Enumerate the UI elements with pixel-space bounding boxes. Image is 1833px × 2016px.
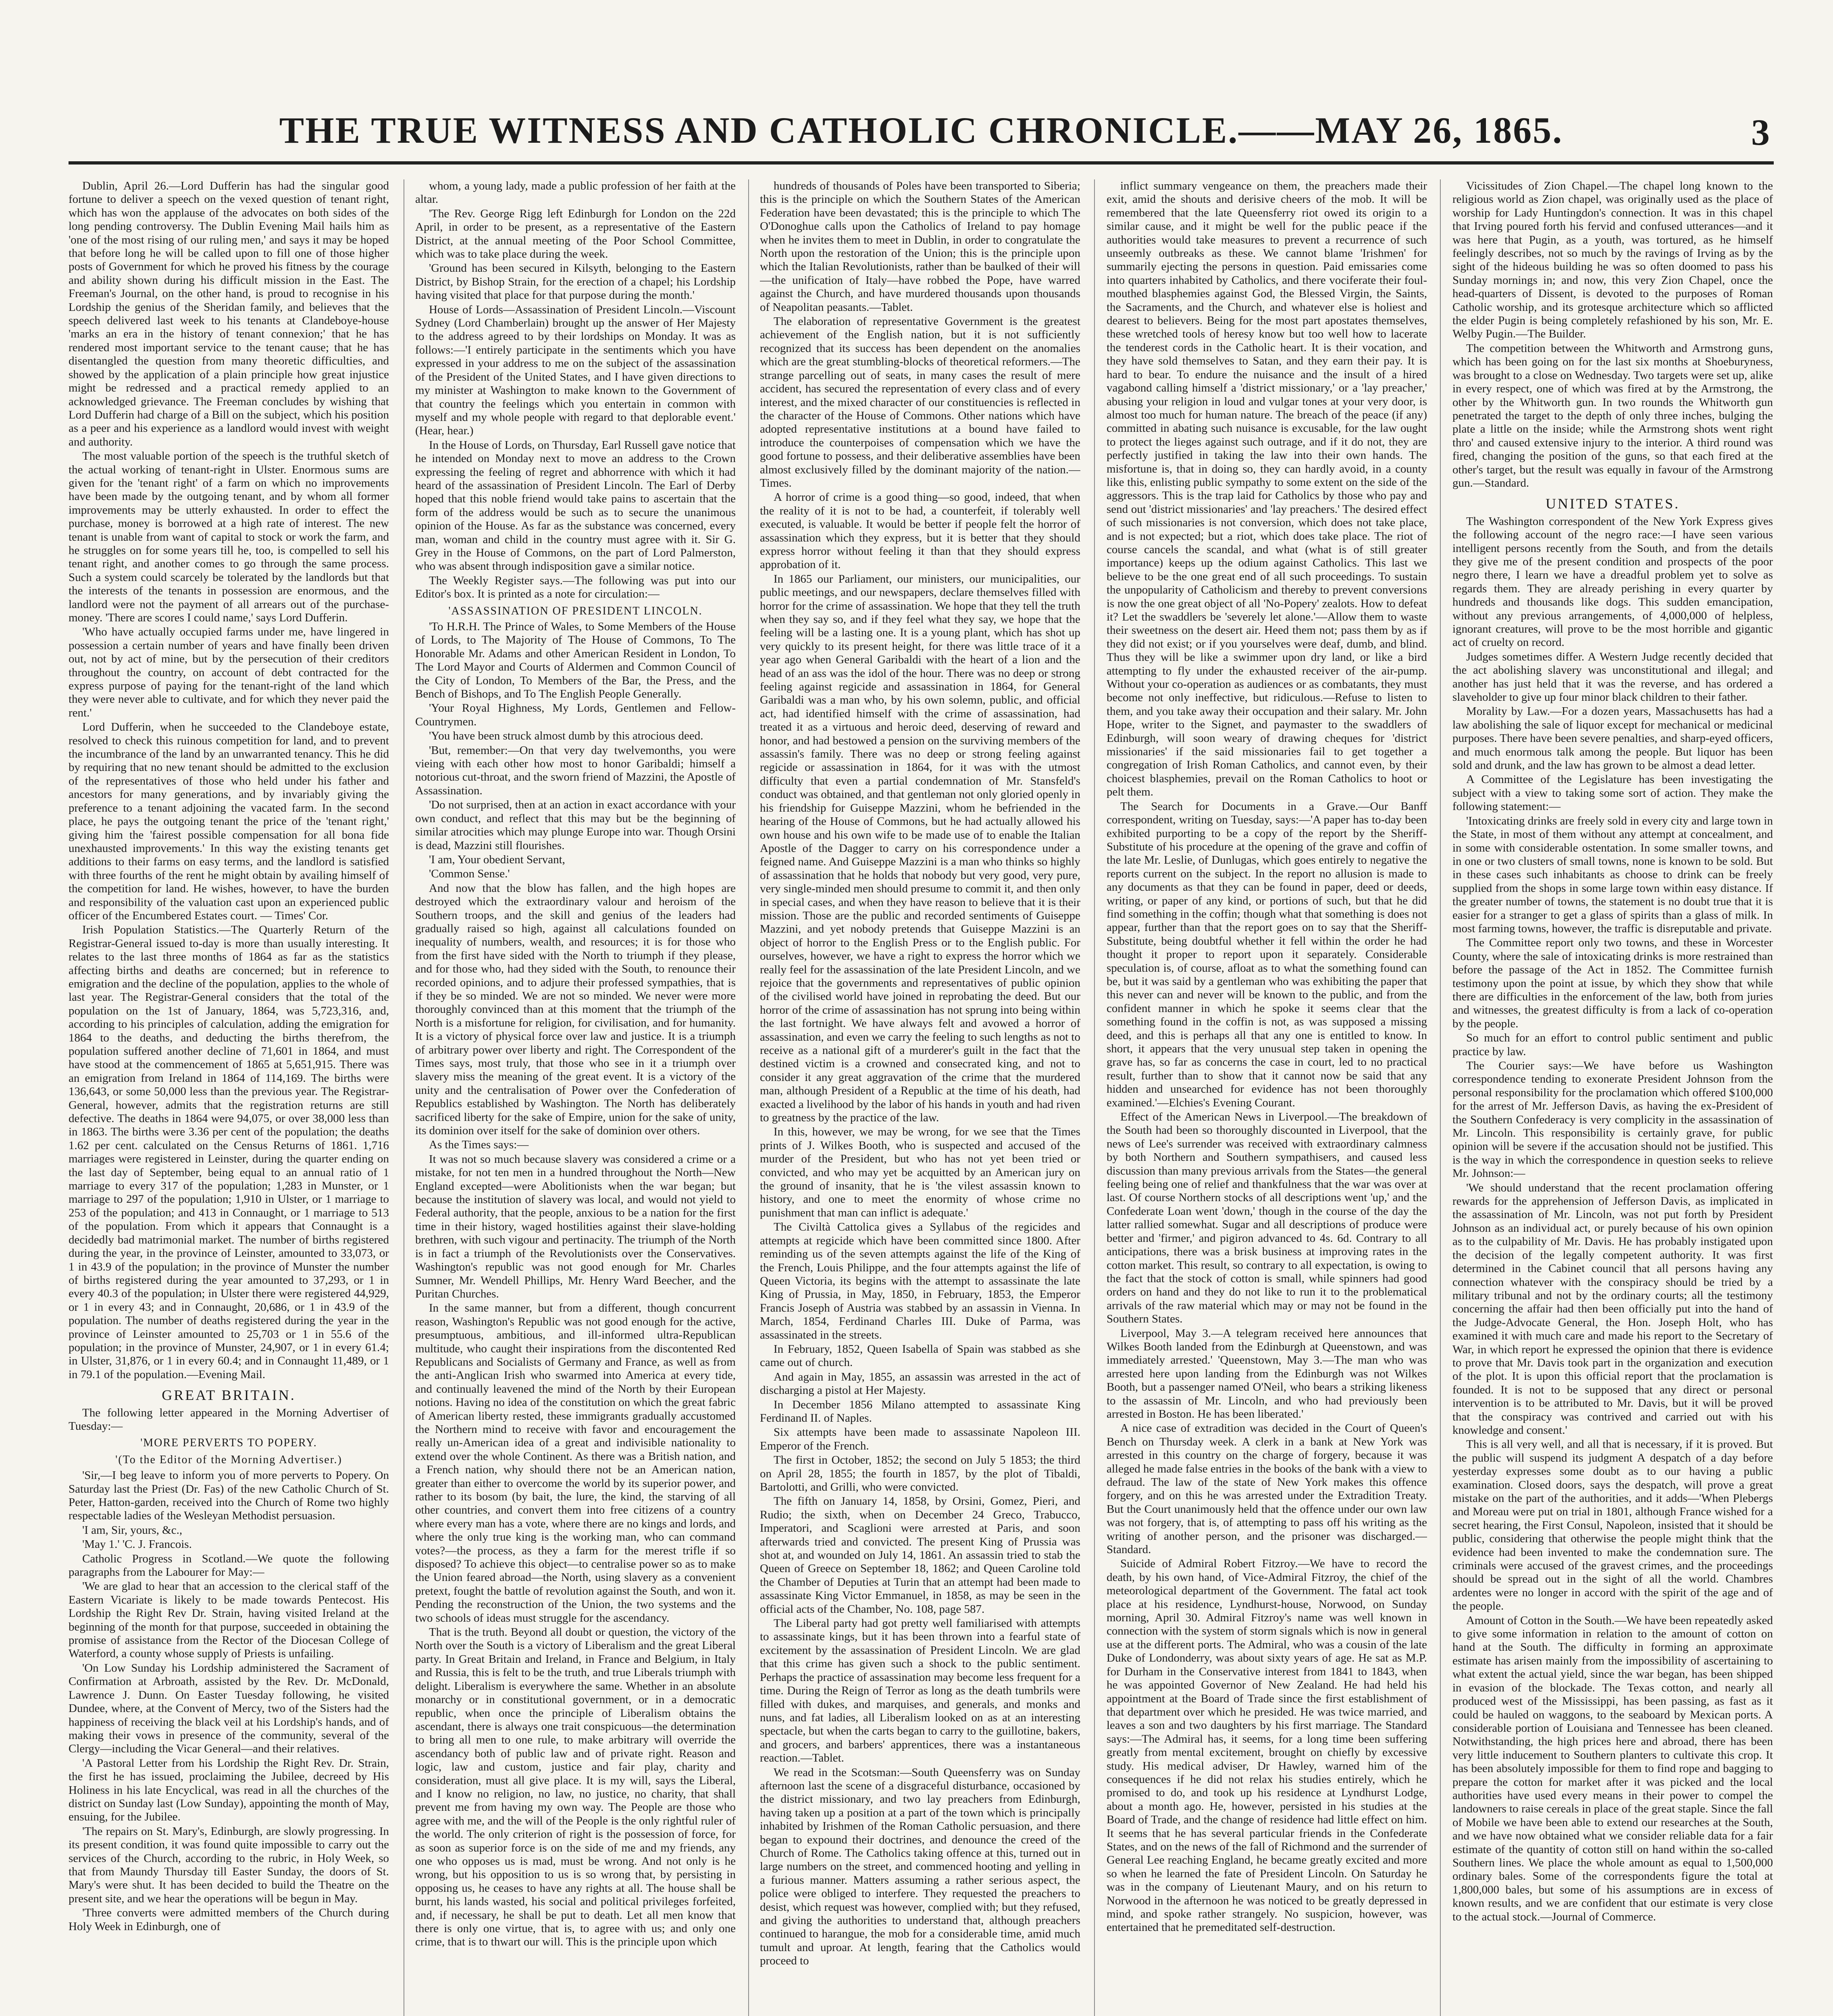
article-paragraph: whom, a young lady, made a public profession of her faith at the altar. xyxy=(415,179,736,206)
article-paragraph: Irish Population Statistics.—The Quarterly Return of the Registrar-General issued to-day is more than usually interesting. It relates to the last three months of 1864 as far as the statistics affecting births and deaths are concerned; but in reference to emigration and the decline of the population, applies to the whole of last year. The Registrar-General considers that the total of the population on the 1st of January, 1864, was 5,723,316, and, according to his principles of calculation, adding the emigration for 1864 to the deaths, and deducting the births therefrom, the population suffered another decline of 71,601 in 1864, and must have stood at the commencement of 1865 at 5,651,915. There was an emigration from Ireland in 1864 of 114,169. The births were 136,643, or some 50,000 less than the previous year. The Registrar-General, however, admits that the registration returns are still defective. The deaths in 1864 were 94,075, or over 38,000 less than in 1863. The births were 3.36 per cent of the population; the deaths 1.62 per cent. calculated on the Census Returns of 1861. 1,716 marriages were registered in Leinster, during the quarter ending on the last day of September, being equal to an annual ratio of 1 marriage to every 317 of the population; 1,283 in Munster, or 1 marriage to 297 of the population; 1,910 in Ulster, or 1 marriage to 253 of the population; and 413 in Connaught, or 1 marriage to 513 of the population. From which it appears that Connaught is a decidedly bad matrimonial market. The number of births registered during the year, in the province of Leinster, amounted to 33,073, or 1 in 43.9 of the population; in the province of Munster the number of births registered during the year amounted to 37,293, or 1 in every 40.3 of the population; in Ulster there were registered 44,929, or 1 in every 43; and in Connaught, 20,686, or 1 in 43.9 of the population. The number of deaths registered during the year in the province of Leinster amounted to 25,703 or 1 in 55.6 of the population; in the province of Munster, 24,907, or 1 in every 61.4; in Ulster, 31,876, or 1 in every 60.4; and in Connaught 11,489, or 1 in 79.1 of the population.—Evening Mail. xyxy=(69,923,389,1381)
article-paragraph: 'We are glad to hear that an accession to the clerical staff of the Eastern Vicariate is likely to be made towards Pentecost. His Lordship the Right Rev Dr. Strain, having visited Ireland at the beginning of the month for that purpose, succeeded in obtaining the promise of assistance from the Rector of the Diocesan College of Waterford, a county whose supply of Priests is unfailing. xyxy=(69,1580,389,1660)
article-paragraph: In the same manner, but from a different, though concurrent reason, Washington's Republic was not good enough for the active, presumptuous, ambitious, and ill-informed ultra-Republican multitude, who caught their inspirations from the discontented Red Republicans and Socialists of Germany and France, as well as from the anti-Anglican Irish who swarmed into America at every tide, and continually leavened the mind of the North by their European notions. Having no idea of the constitution on which the great fabric of American liberty rested, these immigrants gradually accustomed the Northern mind to receive with favor and encouragement the really un-American idea of a great and indivisible nationality to extend over the whole Continent. As there was a British nation, and a French nation, why should there not be an American nation, greater than either to overcome the world by its superior power, and rather to its bosom (by bait, the lure, the kind, the starving of all other countries, and convert them into free citizens of a country where every man has a vote, where there are no kings and lords, and where the only true king is the working man, who can command votes?—the process, as they a farm for the merest trifle if so disposed? To achieve this object—to centralise power so as to make the Union feared abroad—the North, using slavery as a convenient pretext, fought the battle of revolution against the South, and won it. Pending the reconstruction of the Union, the two systems and the two schools of ideas must struggle for the ascendancy. xyxy=(415,1302,736,1624)
masthead-title: THE TRUE WITNESS AND CATHOLIC CHRONICLE.——MAY 26, 1865. xyxy=(279,110,1563,151)
article-paragraph: So much for an effort to control public sentiment and public practice by law. xyxy=(1452,1031,1773,1058)
page-number: 3 xyxy=(1751,112,1770,153)
column-2 xyxy=(415,179,736,2016)
article-paragraph: Suicide of Admiral Robert Fitzroy.—We have to record the death, by his own hand, of Vice-Admiral Fitzroy, the chief of the meteorological department of the Government. The fatal act took place at his residence, Lyndhurst-house, Norwood, on Sunday morning, April 30. Admiral Fitzroy's name was well known in connection with the system of storm signals which is now in general use at the different ports. The Admiral, who was a cousin of the late Duke of Londonderry, was about sixty years of age. He sat as M.P. for Durham in the Conservative interest from 1841 to 1843, when he was appointed Governor of New Zealand. He had held his appointment at the Board of Trade since the first establishment of that department over which he presided. He was twice married, and leaves a son and two daughters by his first marriage. The Standard says:—The Admiral has, it seems, for a long time been suffering greatly from mental excitement, brought on chiefly by excessive study. His medical adviser, Dr Hawley, warned him of the consequences if he did not relax his studies entirely, which he promised to do, and took up his residence at Lyndhurst Lodge, about a month ago. He, however, persisted in his studies at the Board of Trade, and the change of residence had little effect on him. It seems that he has several particular friends in the Confederate States, and on the news of the fall of Richmond and the surrender of General Lee reaching England, he became greatly excited and more so when he learned the fate of President Lincoln. On Saturday he was in the company of Lieutenant Maury, and on his return to Norwood in the afternoon he was noticed to be greatly depressed in mind, and spoke rather strangely. No suspicion, however, was entertained that he premeditated self-destruction. xyxy=(1107,1557,1427,1934)
article-paragraph: The fifth on January 14, 1858, by Orsini, Gomez, Pieri, and Rudio; the sixth, when on December 24 Greco, Trabucco, Imperatori, and Scaglioni were arrested at Paris, and soon afterwards tried and convicted. The present King of Prussia was shot at, and wounded on July 14, 1861. An assassin tried to stab the Queen of Greece on September 18, 1862; and Queen Caroline told the Chamber of Deputies at Turin that an attempt had been made to assassinate King Victor Emmanuel, in 1858, as may be seen in the official acts of the Chamber, No. 108, page 587. xyxy=(760,1495,1080,1616)
masthead-bar xyxy=(69,101,1774,165)
article-paragraph: In February, 1852, Queen Isabella of Spain was stabbed as she came out of church. xyxy=(760,1342,1080,1369)
article-paragraph: In this, however, we may be wrong, for we see that the Times prints of J. Wilkes Booth, who is suspected and accused of the murder of the President, but who has not yet been tried or convicted, and who may yet be acquitted by an American jury on the ground of insanity, that he is 'the vilest assassin known to history, and one to meet the enormity of whose crime no punishment that man can inflict is adequate.' xyxy=(760,1125,1080,1219)
article-paragraph: A Committee of the Legislature has been investigating the subject with a view to taking some sort of action. They make the following statement:— xyxy=(1452,773,1773,813)
column-1 xyxy=(69,179,389,2016)
article-paragraph: Judges sometimes differ. A Western Judge recently decided that the act abolishing slavery was unconstitutional and illegal; and another has just held that it was the reverse, and has ordered a slaveholder to give up four minor black children to their father. xyxy=(1452,650,1773,704)
article-paragraph: 'Ground has been secured in Kilsyth, belonging to the Eastern District, by Bishop Strain, for the erection of a chapel; his Lordship having visited that place for that purpose during the month.' xyxy=(415,262,736,302)
article-paragraph: 'Common Sense.' xyxy=(429,867,510,881)
column-divider xyxy=(1440,179,1441,2016)
article-paragraph: We read in the Scotsman:—South Queensferry was on Sunday afternoon last the scene of a disgraceful disturbance, occasioned by the district missionary, and two lay preachers from Edinburgh, having taken up a position at a part of the town which is principally inhabited by Irishmen of the Roman Catholic persuasion, and there began to expound their doctrines, and denounce the creed of the Church of Rome. The Catholics taking offence at this, turned out in large numbers on the street, and commenced hooting and yelling in a furious manner. Matters assuming a rather serious aspect, the police were obliged to interfere. They requested the preachers to desist, which request was however, complied with; but they refused, and giving the authorities to understand that, although preachers continued to harangue, the mob for a considerable time, amid much tumult and uproar. At length, fearing that the Catholics would proceed to xyxy=(760,1766,1080,1968)
article-paragraph: The Washington correspondent of the New York Express gives the following account of the negro race:—I have seen various intelligent persons recently from the South, and from the details they give me of the present condition and prospects of the poor negro there, I learn we have a dreadful problem yet to solve as regards them. They are already perishing in every quarter by hundreds and thousands like dogs. This sudden emancipation, without any previous arrangements, of 4,000,000 of helpless, ignorant creatures, will prove to be the most horrible and gigantic act of cruelty on record. xyxy=(1452,514,1773,649)
article-paragraph: 'To H.R.H. The Prince of Wales, to Some Members of the House of Lords, to The Majority of The House of Commons, To The Honorable Mr. Adams and other American Resident in London, To The Lord Mayor and Courts of Aldermen and Common Council of the City of London, To Members of the Bar, the Press, and the Bench of Bishops, and To The English People Generally. xyxy=(415,620,736,701)
article-paragraph: Morality by Law.—For a dozen years, Massachusetts has had a law abolishing the sale of liquor except for mechanical or medicinal purposes. There have been severe penalties, and sharp-eyed officers, and much enormous talk among the people. But liquor has been sold and drunk, and the law has grown to be almost a dead letter. xyxy=(1452,705,1773,772)
article-paragraph: 'A Pastoral Letter from his Lordship the Right Rev. Dr. Strain, the first he has issued, proclaiming the Jubilee, decreed by His Holiness in his late Encyclical, was read in all the churches of the district on Sunday last (Low Sunday), appointing the month of May, ensuing, for the Jubilee. xyxy=(69,1756,389,1824)
article-paragraph: The first in October, 1852; the second on July 5 1853; the third on April 28, 1855; the fourth in 1857, by the plot of Tibaldi, Bartolotti, and Grilli, who were convicted. xyxy=(760,1454,1080,1493)
article-paragraph: The Search for Documents in a Grave.—Our Banff correspondent, writing on Tuesday, says:—'A paper has to-day been exhibited purporting to be a copy of the report by the Sheriff-Substitute of his procedure at the opening of the grave and coffin of the late Mr. Leslie, of Dunlugas, which goes entirely to negative the reports current on the subject. In the report no allusion is made to any documents as that they can be found in paper, deed or deeds, writing, or paper of any kind, or portions of such, but that he did find something in the coffin; though what that something is does not appear, further than that the report goes on to say that the Sheriff-Substitute, being doubtful whether it fell within the order he had thought it proper to report upon it separately. Considerable speculation is, of course, afloat as to what the something found can be, but it was said by a gentleman who was exhibiting the paper that this never can and never will be known to the public, and from the confident manner in which he spoke it seems clear that the something found in the coffin is not, as was supposed a missing deed, and this is perhaps all that any one is entitled to know. In short, it appears that the very unusual step taken in opening the grave has, so far as concerns the case in court, led to no practical result, further than to show that it cannot now be said that any hidden and unsearched for evidence has not been thoroughly examined.'—Elchies's Evening Courant. xyxy=(1107,800,1427,1109)
article-paragraph: 'Sir,—I beg leave to inform you of more perverts to Popery. On Saturday last the Priest (Dr. Fas) of the new Catholic Church of St. Peter, Hatton-garden, received into the Church of Rome two highly respectable ladies of the Wesleyan Methodist persuasion. xyxy=(69,1469,389,1522)
sub-heading: 'MORE PERVERTS TO POPERY. xyxy=(140,1437,317,1450)
article-paragraph: 'But, remember:—On that very day twelvemonths, you were vieing with each other how most to honor Garibaldi; himself a notorious cut-throat, and the sworn friend of Mazzini, the Apostle of Assassination. xyxy=(415,744,736,797)
article-paragraph: A nice case of extradition was decided in the Court of Queen's Bench on Thursday week. A clerk in a bank at New York was arrested in this country on the charge of forgery, because it was alleged he made false entries in the books of the bank with a view to defraud. The law of the state of New York makes this offence forgery, and on this he was arrested under the Extradition Treaty. But the Court unanimously held that the offence under our own law was not forgery, that is, of attempting to pass off his writing as the writing of another person, and the prisoner was discharged.—Standard. xyxy=(1107,1422,1427,1556)
article-paragraph: In December 1856 Milano attempted to assassinate King Ferdinand II. of Naples. xyxy=(760,1398,1080,1425)
sub-heading: '(To the Editor of the Morning Advertiser.) xyxy=(115,1453,342,1466)
article-paragraph: As the Times says:— xyxy=(429,1138,529,1152)
article-paragraph: 'We should understand that the recent proclamation offering rewards for the apprehension of Jefferson Davis, as implicated in the assassination of Mr. Lincoln, was not put forth by President Johnson as an individual act, or purely because of his own opinion as to the culpability of Mr. Davis. He has probably instigated upon the decision of the legally competent authority. It was first determined in the Cabinet council that all persons having any connection whatever with the conspiracy should be tried by a military tribunal and not by the ordinary courts; all the testimony concerning the affair had then been officially put into the hand of the Judge-Advocate General, the Hon. Joseph Holt, who has examined it with much care and made his report to the Secretary of War, in which report he expressed the opinion that there is evidence to prove that Mr. Davis took part in the organization and execution of the plot. It is upon this official report that the proclamation is founded. It is not to be supposed that any direct or personal intervention is to be attributed to Mr. Davis, but it will be proved that the conspiracy was contrived and carried out with his knowledge and consent.' xyxy=(1452,1181,1773,1437)
article-paragraph: Liverpool, May 3.—A telegram received here announces that Wilkes Booth landed from the Edinburgh at Queenstown, and was immediately arrested.' 'Queenstown, May 3.—The man who was arrested here upon landing from the Edinburgh was not Wilkes Booth, but a passenger named O'Neil, who bears a striking likeness to the assassin of Mr. Lincoln, and who had previously been arrested in Boston. He has been liberated.' xyxy=(1107,1327,1427,1420)
article-paragraph: hundreds of thousands of Poles have been transported to Siberia; this is the principle on which the Southern States of the American Federation have been devastated; this is the principle to which The O'Donoghue calls upon the Catholics of Ireland to pay homage when he invites them to meet in Dublin, in order to congratulate the North upon the restoration of the Union; this is the principle upon which the Italian Revolutionists, rather than be baulked of their will—the unification of Italy—have robbed the Pope, have warred against the Church, and have murdered thousands upon thousands of Neapolitan peasants.—Tablet. xyxy=(760,179,1080,314)
sub-heading: 'ASSASSINATION OF PRESIDENT LINCOLN. xyxy=(448,604,703,617)
article-paragraph: Effect of the American News in Liverpool.—The breakdown of the South had been so thoroughly discounted in Liverpool, that the news of Lee's surrender was received with extraordinary calmness by both Northern and Southern sympathisers, and caused less discussion than many previous arrivals from the States—the general feeling being one of relief and thankfulness that the war was over at last. Of course Northern stocks of all descriptions went 'up,' and the Confederate Loan went 'down,' though in the course of the day the latter rallied somewhat. Sugar and all descriptions of produce were better and 'firmer,' and pigiron advanced to 4s. 6d. Contrary to all anticipations, there was a brisk business at improving rates in the cotton market. This result, so contrary to all expectation, is owing to the fact that the stock of cotton is small, while spinners had good orders on hand and they do not like to run it to the problematical arrivals of the raw material which may or may not be found in the Southern States. xyxy=(1107,1110,1427,1326)
article-paragraph: The Courier says:—We have before us Washington correspondence tending to exonerate President Johnson from the personal responsibility for the proclamation which offered $100,000 for the arrest of Mr. Jefferson Davis, as having the ex-President of the Southern Confederacy is very complicity in the assassination of Mr. Lincoln. This responsibility is certainly grave, for public opinion will be severe if the accusation should not be justified. This is the way in which the correspondence in question seeks to relieve Mr. Johnson:— xyxy=(1452,1059,1773,1180)
article-paragraph: Vicissitudes of Zion Chapel.—The chapel long known to the religious world as Zion chapel, was originally used as the place of worship for Lady Huntingdon's connection. It was in this chapel that Irving poured forth his fervid and confused utterances—and it was here that Pugin, as a youth, was tortured, as he himself feelingly describes, not so much by the ravings of Irving as by the sight of the hideous building he was so often doomed to pass his Sunday mornings in; and now, this very Zion Chapel, once the head-quarters of Dissent, is devoted to the purposes of Roman Catholic worship, and its grotesque architecture which so afflicted the elder Pugin is being completely refashioned by his son, Mr. E. Welby Pugin.—The Builder. xyxy=(1452,179,1773,341)
article-paragraph: It was not so much because slavery was considered a crime or a mistake, for not ten men in a hundred throughout the North—New England excepted—were Abolitionists when the war began; but because the institution of slavery was local, and would not yield to Federal authority, that the people, anxious to be a nation for the first time in their history, waged hostilities against their slave-holding brethren, with such vigour and pertinacity. The triumph of the North is in fact a triumph of the Revolutionists over the Conservatives. Washington's republic was not good enough for Mr. Charles Sumner, Mr. Wendell Phillips, Mr. Henry Ward Beecher, and the Puritan Churches. xyxy=(415,1152,736,1300)
article-paragraph: This is all very well, and all that is necessary, if it is proved. But the public will suspend its judgment A despatch of a day before yesterday expresses some doubt as to our having a public examination. Closed doors, says the despatch, will prove a great mistake on the part of the authorities, and it adds—'When Plebergs and Moreau were put on trial in 1801, although France wished for a secret hearing, the First Consul, Napoleon, insisted that it should be public, considering that otherwise the people might think that the evidence had been invented to make the condemnation sure. The criminals were accused of the gravest crimes, and the proceedings should be spread out in the sight of all the world. Chambres ardentes were no longer in accord with the spirit of the age and of the people. xyxy=(1452,1438,1773,1613)
article-paragraph: The following letter appeared in the Morning Advertiser of Tuesday:— xyxy=(69,1406,389,1433)
article-paragraph: 'The Rev. George Rigg left Edinburgh for London on the 22d April, in order to be present, as a representative of the Eastern District, at the annual meeting of the Poor School Committee, which was to take place during the week. xyxy=(415,207,736,261)
article-paragraph: And now that the blow has fallen, and the high hopes are destroyed which the extraordinary valour and heroism of the Southern troops, and the skill and genius of the leaders had gradually raised so high, against all calculations founded on inequality of numbers, wealth, and resources; it is for those who from the first have sided with the North to triumph if they please, and for those who, had they sided with the South, to renounce their recorded opinions, and to adjure their professed sympathies, that is if they be so minded. We are not so minded. We never were more thoroughly convinced than at this moment that the triumph of the North is a misfortune for religion, for civilisation, and for humanity. It is a victory of physical force over law and justice. It is a triumph of arbitrary power over liberty and right. The Correspondent of the Times says, most truly, that those who see in it a triumph over slavery miss the meaning of the great event. It is a victory of the unity and the centralisation of Power over the Confederation of Republics established by Washington. The North has deliberately sacrificed liberty for the sake of Empire, union for the sake of unity, its dominion over itself for the sake of dominion over others. xyxy=(415,881,736,1137)
article-paragraph: Amount of Cotton in the South.—We have been repeatedly asked to give some information in relation to the amount of cotton on hand at the South. The difficulty in forming an approximate estimate has arisen mainly from the impossibility of ascertaining to what extent the actual yield, since the war began, has been shipped in evasion of the blockade. The Texas cotton, and nearly all produced west of the Mississippi, has been passing, as fast as it could be hauled on waggons, to the seaboard by Mexican ports. A considerable portion of Louisiana and Tennessee has been cleaned. Notwithstanding, the high prices here and abroad, there has been very little inducement to Southern planters to cultivate this crop. It has been absolutely impossible for them to find rope and bagging to prepare the cotton for market after it was picked and the local authorities have used every means in their power to compel the landowners to raise cereals in place of the great staple. Since the fall of Mobile we have been able to extend our researches at the South, and we have now obtained what we consider reliable data for a fair estimate of the quantity of cotton still on hand within the so-called Southern lines. We place the whole amount as equal to 1,500,000 ordinary bales. Some of the correspondents figure the total at 1,800,000 bales, but some of his assumptions are in excess of known results, and we are confident that our estimate is very close to the actual stock.—Journal of Commerce. xyxy=(1452,1614,1773,1923)
column-3 xyxy=(760,179,1080,2016)
article-paragraph: Six attempts have been made to assassinate Napoleon III. Emperor of the French. xyxy=(760,1426,1080,1452)
column-divider xyxy=(748,179,749,2016)
article-paragraph: The elaboration of representative Government is the greatest achievement of the English nation, but it is not sufficiently recognized that its success has been dependent on the anomalies which are the great stumbling-blocks of theoretical reformers.—The strange parcelling out of seats, in many cases the result of mere accident, has secured the representation of every class and of every interest, and the mixed character of our constituencies is reflected in the character of the House of Commons. Other nations which have adopted representative institutions at a bound have failed to introduce the counterpoises of compensation which we have the good fortune to possess, and their deliberative assemblies have been almost exclusively filled by the dominant majority of the nation.—Times. xyxy=(760,315,1080,489)
article-paragraph: The Committee report only two towns, and these in Worcester County, where the sale of intoxicating drinks is more restrained than before the passage of the Act in 1852. The Committee furnish testimony upon the point at issue, by which they show that while there are difficulties in the enforcement of the law, both from juries and witnesses, the greatest difficulty is from a lack of co-operation by the people. xyxy=(1452,936,1773,1030)
article-paragraph: The most valuable portion of the speech is the truthful sketch of the actual working of tenant-right in Ulster. Enormous sums are given for the 'tenant right' of a farm on which no improvements have been made by the outgoing tenant, and by whom all former improvements may be utterly exhausted. In order to effect the purchase, money is borrowed at a high rate of interest. The new tenant is unable from want of capital to stock or work the farm, and he struggles on for some years till he, too, is compelled to sell his tenant right, and another comes to go through the same process. Such a system could scarcely be tolerated by the landlords but that the interests of the tenants in possession are enormous, and the landlord were not the payment of all arrears out of the purchase-money. 'There are scores I could name,' says Lord Dufferin. xyxy=(69,450,389,624)
article-paragraph: Catholic Progress in Scotland.—We quote the following paragraphs from the Labourer for May:— xyxy=(69,1552,389,1579)
article-paragraph: inflict summary vengeance on them, the preachers made their exit, amid the shouts and derisive cheers of the mob. It will be remembered that the late Queensferry riot owed its origin to a similar cause, and it might be well for the public peace if the authorities would take measures to prevent a recurrence of such unseemly outbreaks as these. We cannot blame 'Irishmen' for summarily ejecting the persons in question. Paid emissaries come into quarters inhabited by Catholics, and there vociferate their foul-mouthed blasphemies against God, the Blessed Virgin, the Saints, the Sacraments, and the Church, and whatever else is holiest and dearest to believers. Being for the most part apostates themselves, these wretched tools of heresy know but too well how to lacerate the tenderest cords in the Catholic heart. It is their vocation, and they have sold themselves to Satan, and they earn their pay. It is hard to bear. To endure the nuisance and the insult of a hired vagabond calling himself a 'district missionary,' or a 'lay preacher,' abusing your religion in loud and vulgar tones at your very door, is almost too much for human nature. The breach of the peace (if any) committed in abating such nuisance is excusable, for the law ought to protect the lieges against such outrage, and if it do not, they are perfectly justified in taking the law into their own hands. The misfortune is, that in doing so, they can hardly avoid, in a county like this, enlisting public sympathy to some extent on the side of the aggressors. This is the trap laid for Catholics by those who pay and send out 'district missionaries' and 'lay preachers.' The desired effect of such missionaries is not conversion, which does not take place, and is not expected; but a riot, which does take place. The riot of course cancels the scandal, and what (what is of still greater importance) keeps up the odium against Catholics. This last we believe to be the one great end of all such proceedings. To sustain the unpopularity of Catholicism and thereby to prevent conversions is now the one great object of all 'No-Popery' zealots. How to defeat it? Let the swaddlers be 'severely let alone.'—Allow them to waste their sweetness on the desert air. Heed them not; pass them by as if they did not exist; or if you yourselves were deaf, dumb, and blind. Thus they will be like a swimmer upon dry land, or like a bird attempting to fly under the exhausted receiver of the air-pump. Without your co-operation as audiences or as combatants, they must become not only ineffective, but ridiculous.—Refuse to listen to them, and you take away their occupation and their salary. Mr. John Hope, writer to the Signet, and paymaster to the swaddlers of Edinburgh, will soon weary of drawing cheques for 'district missionaries' if the said missionaries fail to get together a congregation of Irish Roman Catholics, and cannot even, by their choicest blasphemies, prevail on the Roman Catholics to hoot or pelt them. xyxy=(1107,179,1427,799)
column-divider xyxy=(1094,179,1095,2016)
column-4 xyxy=(1107,179,1427,2016)
article-paragraph: That is the truth. Beyond all doubt or question, the victory of the North over the South is a victory of Liberalism and the great Liberal party. In Great Britain and Ireland, in France and Belgium, in Italy and Russia, this is felt to be the truth, and true Liberals triumph with delight. Liberalism is everywhere the same. Whether in an absolute monarchy or in constitutional government, or in a democratic republic, when once the principle of Liberalism obtains the ascendant, there is always one trait conspicuous—the determination to bring all men to one rule, to make arbitrary will override the ascendancy both of public law and of private right. Reason and logic, law and custom, justice and fair play, charity and consideration, must all give place. It is my will, says the Liberal, and I know no religion, no law, no justice, no charity, that shall prevent me from having my own way. The People are those who agree with me, and the will of the People is the only rightful ruler of the world. The only criterion of right is the possession of force, for as soon as superior force is on the side of me and my friends, any one who opposes us is mad, must be wrong. And not only is he wrong, but his opposition to us is so wrong that, by persisting in opposing us, he ceases to have any rights at all. The house shall be burnt, his lands wasted, his social and political privileges forfeited, and, if necessary, he shall be put to death. Let all men know that there is only one virtue, that is, to agree with us; and only one crime, that is to thwart our will. This is the principle upon which xyxy=(415,1626,736,1949)
article-paragraph: And again in May, 1855, an assassin was arrested in the act of discharging a pistol at Her Majesty. xyxy=(760,1370,1080,1397)
article-paragraph: The Liberal party had got pretty well familiarised with attempts to assassinate kings, but it has been thrown into a fearful state of excitement by the assassination of President Lincoln. We are glad that this crime has given such a shock to the public sentiment. Perhaps the practice of assassination may become less frequent for a time. During the Reign of Terror as long as the death tumbrils were filled with dukes, and marquises, and generals, and monks and nuns, and fat ladies, all Liberalism looked on as at an interesting spectacle, but when the carts began to carry to the guillotine, bakers, and grocers, and barbers' apprentices, there was a instantaneous reaction.—Tablet. xyxy=(760,1617,1080,1765)
article-paragraph: 'Three converts were admitted members of the Church during Holy Week in Edinburgh, one of xyxy=(69,1906,389,1933)
article-paragraph: 'The repairs on St. Mary's, Edinburgh, are slowly progressing. In its present condition, it was found quite impossible to carry out the services of the Church, according to the rubric, in Holy Week, so that from Maundy Thursday till Easter Sunday, the doors of St. Mary's were shut. It has been decided to build the Theatre on the present site, and we hear the operations will be begun in May. xyxy=(69,1824,389,1905)
column-5 xyxy=(1452,179,1773,2016)
article-paragraph: The Weekly Register says.—The following was put into our Editor's box. It is printed as a note for circulation:— xyxy=(415,574,736,601)
article-paragraph: In 1865 our Parliament, our ministers, our municipalities, our public meetings, and our newspapers, declare themselves filled with horror for the crime of assassination. We hope that they tell the truth when they say so, and if they feel what they say, we hope that the feeling will be a lasting one. It is a young plant, which has shot up very quickly to its present height, for there was little trace of it a year ago when General Garibaldi with the heart of a lion and the head of an ass was the idol of the hour. There was no deep or strong feeling against regicide and assassination in 1864, for General Garibaldi was a man who, by his own solemn, public, and official act, had identified himself with the crime of assassination, had treated it as a virtuous and heroic deed, deserving of reward and honor, and had bestowed a pension on the surviving members of the assassin's family. There was no deep or strong feeling against regicide or assassination in 1864, for it was with the utmost difficulty that even a partial condemnation of Mr. Stansfeld's conduct was obtained, and that gentleman not only gloried openly in his friendship for Guiseppe Mazzini, whom he befriended in the hearing of the House of Commons, but he had actually allowed his own house and his own wife to be made use of to enable the Italian Apostle of the Dagger to carry on his correspondence under a feigned name. And Guiseppe Mazzini is a man who thinks so highly of assassination that he holds that nobody but very good, very pure, very single-minded men should presume to commit it, and then only in special cases, and when they have reason to believe that it is their mission. Those are the public and recorded sentiments of Guiseppe Mazzini, and yet nobody pretends that Guiseppe Mazzini is an object of horror to the English Press or to the English public. For ourselves, however, we have a right to express the horror which we really feel for the assassination of the late President Lincoln, and we rejoice that the governments and representatives of public opinion of the civilised world have joined in reprobating the deed. But our horror of the crime of assassination has not sprung into being within the last fortnight. We have always felt and avowed a horror of assassination, and even we carry the feeling to such lengths as not to receive as a national gift of a murderer's guilt in the fact that the destined victim is a crowned and consecrated king, and not to consider it any great aggravation of the crime that the murdered man, although President of a Republic at the time of his death, had exacted a livelihood by the labor of his hands in youth and had riven to greatness by the practice of the law. xyxy=(760,572,1080,1125)
section-heading: GREAT BRITAIN. xyxy=(162,1387,296,1404)
article-paragraph: The competition between the Whitworth and Armstrong guns, which has been going on for the last six months at Shoeburyness, was brought to a close on Wednesday. Two targets were set up, alike in every respect, one of which was fired at by the Armstrong, the other by the Whitworth gun. In two rounds the Whitworth gun penetrated the target to the depth of only three inches, bulging the plate a little on the inside; while the Armstrong shots went right thro' and caused extensive injury to the interior. A third round was fired, changing the position of the guns, so that each fired at the other's target, but the result was equally in favour of the Armstrong gun.—Standard. xyxy=(1452,342,1773,489)
article-paragraph: 'You have been struck almost dumb by this atrocious deed. xyxy=(429,729,703,743)
article-paragraph: 'Your Royal Highness, My Lords, Gentlemen and Fellow-Countrymen. xyxy=(415,702,736,728)
section-heading: UNITED STATES. xyxy=(1545,496,1680,512)
article-paragraph: 'Do not surprised, then at an action in exact accordance with your own conduct, and reflect that this may but be the beginning of similar atrocities which may plunge Europe into war. Though Orsini is dead, Mazzini still flourishes. xyxy=(415,798,736,852)
article-paragraph: The Civiltà Cattolica gives a Syllabus of the regicides and attempts at regicide which have been committed since 1800. After reminding us of the seven attempts against the life of the King of the French, Louis Philippe, and the four attempts against the life of Queen Victoria, its begins with the attempt to assassinate the late King of Prussia, in May, 1850, in February, 1853, the Emperor Francis Joseph of Austria was stabbed by an assassin in Vienna. In March, 1854, Ferdinand Charles III. Duke of Parma, was assassinated in the streets. xyxy=(760,1220,1080,1341)
article-paragraph: In the House of Lords, on Thursday, Earl Russell gave notice that he intended on Monday next to move an address to the Crown expressing the feeling of regret and abhorrence with which it had heard of the assassination of President Lincoln. The Earl of Derby hoped that this noble friend would take pains to ascertain that the form of the address would be such as to secure the unanimous opinion of the House. As far as the substance was concerned, every man, woman and child in the country must agree with it. Sir G. Grey in the House of Commons, on the part of Lord Palmerston, who was absent through indisposition gave a similar notice. xyxy=(415,438,736,573)
article-paragraph: 'Intoxicating drinks are freely sold in every city and large town in the State, in most of them without any attempt at concealment, and in some with considerable ostentation. In some smaller towns, and in one or two clusters of small towns, none is known to be sold. But in these cases such inhabitants as choose to drink can be freely supplied from the shops in some large town within easy distance. If the greater number of towns, the statement is no doubt true that it is easier for a stranger to get a glass of spirits than a glass of milk. In most farming towns, however, the traffic is disreputable and private. xyxy=(1452,814,1773,935)
article-paragraph: 'Who have actually occupied farms under me, have lingered in possession a certain number of years and have finally been driven out, not by act of mine, but by the persecution of their creditors throughout the country, on account of debt contracted for the express purpose of paying for the tenant-right of the land which they were never able to cultivate, and for which they never paid the rent.' xyxy=(69,625,389,719)
article-paragraph: 'On Low Sunday his Lordship administered the Sacrament of Confirmation at Arbroath, assisted by the Rev. Dr. McDonald, Lawrence J. Dunn. On Easter Tuesday following, he visited Dundee, where, at the Convent of Mercy, two of the Sisters had the happiness of receiving the black veil at his Lordship's hands, and of making their vows in presence of the community, several of the Clergy—including the Vicar General—and their relatives. xyxy=(69,1661,389,1756)
article-paragraph: 'May 1.' 'C. J. Francois. xyxy=(82,1538,192,1551)
article-paragraph: House of Lords—Assassination of President Lincoln.—Viscount Sydney (Lord Chamberlain) brought up the answer of Her Majesty to the address agreed to by their lordships on Monday. It was as follows:—'I entirely participate in the sentiments which you have expressed in your address to me on the subject of the assassination of the President of the United States, and I have given directions to my minister at Washington to make known to the Government of that country the feelings which you entertain in common with myself and my whole people with regard to that deplorable event.' (Hear, hear.) xyxy=(415,303,736,437)
article-paragraph: Dublin, April 26.—Lord Dufferin has had the singular good fortune to deliver a speech on the vexed question of tenant right, which has won the applause of the advocates on both sides of the long pending controversy. The Dublin Evening Mail hails him as 'one of the most rising of our ruling men,' and says it may be hoped that before long he will be called upon to fill one of those higher posts of Government for which he proved his fitness by the courage and ability shown during his difficult mission in the East. The Freeman's Journal, on the other hand, is proud to recognise in his Lordship the genius of the Sheridan family, and believes that the speech delivered last week to his tenants at Clandeboye-house 'marks an era in the history of tenant connexion;' that he has rendered most important service to the tenant cause; that he has disentangled the question from many theoretic difficulties, and showed by the application of a plain principle how great injustice might be redressed and a practical remedy applied to an acknowledged grievance. The Freeman concludes by wishing that Lord Dufferin had charge of a Bill on the subject, which his position as a peer and his experience as a landlord would invest with weight and authority. xyxy=(69,179,389,448)
article-paragraph: A horror of crime is a good thing—so good, indeed, that when the reality of it is not to be had, a counterfeit, if tolerably well executed, is valuable. It would be better if people felt the horror of assassination which they express, but it is better that they should express horror without feeling it than that they should express approbation of it. xyxy=(760,491,1080,571)
article-paragraph: Lord Dufferin, when he succeeded to the Clandeboye estate, resolved to check this ruinous competition for land, and to prevent the incumbrance of the land by an unwarranted tenancy. This he did by requiring that no new tenant should be admitted to the exclusion of the representatives of those who held under his father and ancestors for many generations, and by invariably giving the preference to a tenant adjoining the vacated farm. In the second place, he pays the outgoing tenant the price of the 'tenant right,' giving him the 'fairest possible compensation for all bona fide unexhausted improvements.' In this way the existing tenants get additions to their farms on easy terms, and the landlord is satisfied with three fourths of the rent he might obtain by availing himself of the competition for land. He wishes, however, to have the burden and responsibility of the valuation cast upon an experienced public officer of the Encumbered Estates court. — Times' Cor. xyxy=(69,721,389,922)
article-paragraph: 'I am, Sir, yours, &c., xyxy=(82,1523,183,1537)
article-paragraph: 'I am, Your obedient Servant, xyxy=(429,853,565,866)
